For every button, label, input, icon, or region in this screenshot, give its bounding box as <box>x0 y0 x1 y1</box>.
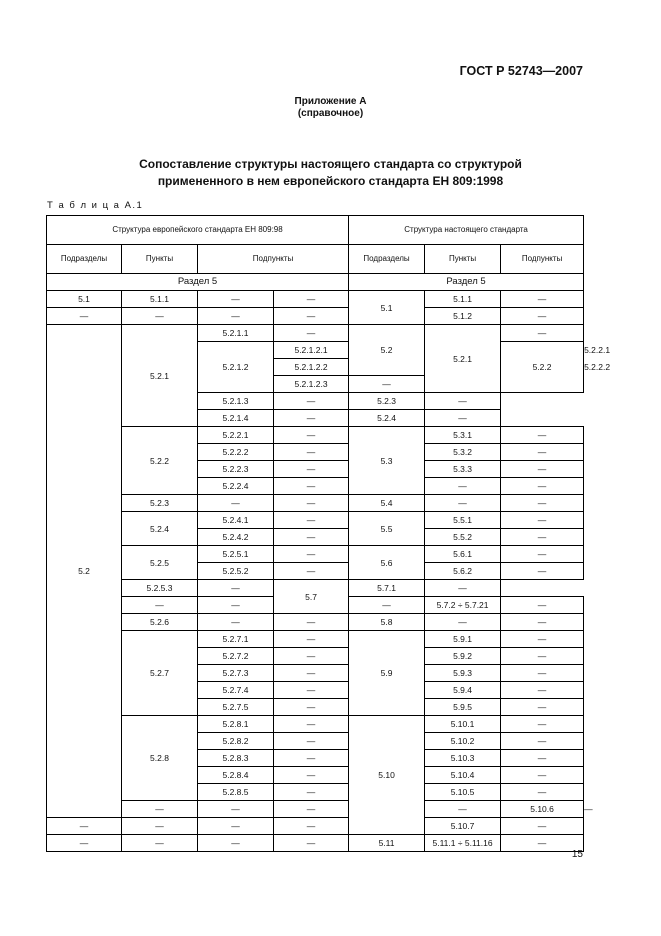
table-body <box>47 291 611 852</box>
table-cell: 5.2.2.1 <box>198 427 274 444</box>
table-cell: — <box>122 835 198 852</box>
table-cell: — <box>274 512 349 529</box>
table-cell: 5.2.1.2.3 <box>274 376 349 393</box>
table-cell: — <box>501 733 584 750</box>
table-cell: 5.10.4 <box>425 767 501 784</box>
table-cell: 5.9.2 <box>425 648 501 665</box>
table-row <box>47 546 584 563</box>
table-cell: 5.3.1 <box>425 427 501 444</box>
table-cell: 5.2.4.2 <box>198 529 274 546</box>
page-number: 15 <box>571 849 583 860</box>
table-cell: — <box>274 631 349 648</box>
table-cell: 5.2.5.3 <box>122 580 198 597</box>
table-cell: — <box>425 410 501 427</box>
table-row: 5.2.1.2 5.2.1.2.1 5.2.2 5.2.2.1 <box>47 342 584 359</box>
table-cell: 5.3 <box>349 427 425 495</box>
table-cell: — <box>274 767 349 784</box>
table-cell: 5.2.8.4 <box>198 767 274 784</box>
table-cell: — <box>274 818 349 835</box>
table-cell: 5.11.1 ÷ 5.11.16 <box>425 835 501 852</box>
table-cell: 5.9.5 <box>425 699 501 716</box>
table-row <box>47 716 584 733</box>
table-cell: 5.11 <box>349 835 425 852</box>
table-cell: 5.2.1.2.1 <box>274 342 349 359</box>
table-cell: — <box>274 665 349 682</box>
table-cell: — <box>501 750 584 767</box>
table-cell: — <box>501 325 584 342</box>
table-cell: — <box>47 308 122 325</box>
table-cell: 5.3.2 <box>425 444 501 461</box>
table-cell: 5.2.1 <box>122 325 198 427</box>
table-cell: 5.2.3 <box>122 495 198 512</box>
table-cell: — <box>501 427 584 444</box>
table-cell: 5.8 <box>349 614 425 631</box>
table-cell: — <box>274 461 349 478</box>
table-cell: 5.2.7.3 <box>198 665 274 682</box>
table-cell: 5.2.8.1 <box>198 716 274 733</box>
table-cell: — <box>274 393 349 410</box>
table-row <box>47 291 584 308</box>
table-cell: — <box>274 325 349 342</box>
table-row: 5.2.1.2.2 5.2.2.2 <box>47 359 584 376</box>
table-row <box>47 580 584 597</box>
table-cell: — <box>274 291 349 308</box>
table-cell: 5.2.1.4 <box>198 410 274 427</box>
table-cell: — <box>198 495 274 512</box>
table-cell: — <box>198 801 274 818</box>
table-cell: — <box>501 546 584 563</box>
table-cell: — <box>122 308 198 325</box>
section-label-this: Раздел 5 <box>349 274 584 291</box>
section-label-eu: Раздел 5 <box>47 274 349 291</box>
table-cell: — <box>274 716 349 733</box>
table-cell: — <box>501 495 584 512</box>
table-cell: 5.2.2 <box>122 427 198 495</box>
table-cell: — <box>425 801 501 818</box>
heading-line-1: Сопоставление структуры настоящего стандарта со структурой <box>139 157 522 171</box>
table-cell: 5.1.2 <box>425 308 501 325</box>
table-row <box>47 512 584 529</box>
table-cell: — <box>274 444 349 461</box>
table-cell: — <box>274 529 349 546</box>
table-cell: — <box>501 478 584 495</box>
table-cell: 5.10.1 <box>425 716 501 733</box>
table-cell: 5.2.2 <box>501 342 584 393</box>
table-cell: 5.2.5.1 <box>198 546 274 563</box>
table-cell: — <box>349 376 425 393</box>
table-row <box>47 818 584 835</box>
table-caption: Т а б л и ц а А.1 <box>47 200 144 211</box>
table-cell: 5.7.2 ÷ 5.7.21 <box>425 597 501 614</box>
appendix-title: Приложение А <box>294 96 367 107</box>
table-cell: 5.6.2 <box>425 563 501 580</box>
table-row <box>47 325 584 342</box>
table-cell: 5.2.1.1 <box>198 325 274 342</box>
table-cell: 5.1 <box>47 291 122 308</box>
table-cell: — <box>198 835 274 852</box>
table-cell: 5.2.7 <box>122 631 198 716</box>
table-cell: — <box>425 393 501 410</box>
table-cell: 5.2.8 <box>122 716 198 801</box>
group-header-eu: Структура европейского стандарта ЕН 809:98 <box>47 216 349 245</box>
table-cell: 5.9.3 <box>425 665 501 682</box>
table-cell: 5.2.4.1 <box>198 512 274 529</box>
table-cell: — <box>274 648 349 665</box>
column-header: Пункты <box>122 245 198 274</box>
table-cell: 5.9 <box>349 631 425 716</box>
table-cell: — <box>198 308 274 325</box>
table-cell: 5.2.4 <box>122 512 198 546</box>
table-row <box>47 835 584 852</box>
table-cell: — <box>349 597 425 614</box>
table-cell: 5.2.1.2 <box>198 342 274 393</box>
table-cell: 5.2.7.1 <box>198 631 274 648</box>
table-cell: — <box>274 699 349 716</box>
table-cell: — <box>274 546 349 563</box>
table-cell: — <box>274 308 349 325</box>
table-cell: 5.10.2 <box>425 733 501 750</box>
table-cell: — <box>274 750 349 767</box>
table-cell: — <box>274 563 349 580</box>
table-cell: 5.2.5.2 <box>198 563 274 580</box>
table-cell: — <box>47 818 122 835</box>
table-cell: — <box>274 614 349 631</box>
table-cell: — <box>501 784 584 801</box>
table-cell: — <box>501 529 584 546</box>
table-cell: 5.7.1 <box>349 580 425 597</box>
table-cell: 5.4 <box>349 495 425 512</box>
table-cell: 5.2.8.5 <box>198 784 274 801</box>
table-cell: — <box>274 495 349 512</box>
column-header: Подпункты <box>501 245 584 274</box>
table-cell: — <box>198 597 274 614</box>
table-cell: — <box>501 631 584 648</box>
table-cell: — <box>425 580 501 597</box>
table-cell: 5.2.7.2 <box>198 648 274 665</box>
table-cell: — <box>425 478 501 495</box>
table-cell: 5.2.1 <box>425 325 501 393</box>
table-cell: 5.2.1.3 <box>198 393 274 410</box>
table-cell: — <box>274 733 349 750</box>
table-cell: — <box>501 444 584 461</box>
table-cell: — <box>274 801 349 818</box>
table-cell: — <box>501 682 584 699</box>
table-row <box>47 427 584 444</box>
table-cell: 5.6 <box>349 546 425 580</box>
table-cell: 5.2.2.4 <box>198 478 274 495</box>
table-cell: — <box>501 291 584 308</box>
table-cell: — <box>501 614 584 631</box>
table-cell: — <box>198 291 274 308</box>
table-cell: 5.2.2.2 <box>198 444 274 461</box>
table-cell: — <box>501 699 584 716</box>
table-cell: — <box>501 665 584 682</box>
table-cell: — <box>274 784 349 801</box>
table-row <box>47 631 584 648</box>
table-row <box>47 308 584 325</box>
table-cell: 5.5.1 <box>425 512 501 529</box>
table-cell: — <box>122 818 198 835</box>
column-header: Подразделы <box>349 245 425 274</box>
table-column-header-row <box>47 245 584 274</box>
table-cell: — <box>274 682 349 699</box>
table-cell: — <box>198 580 274 597</box>
table-cell: — <box>47 835 122 852</box>
table-cell: — <box>198 818 274 835</box>
table-cell: 5.2.2.3 <box>198 461 274 478</box>
table-cell: 5.2.3 <box>349 393 425 410</box>
table-cell: — <box>501 597 584 614</box>
table-row <box>47 614 584 631</box>
column-header: Подпункты <box>198 245 349 274</box>
table-cell: 5.1 <box>349 291 425 325</box>
table-cell: 5.5 <box>349 512 425 546</box>
table-cell: — <box>501 461 584 478</box>
table-cell: 5.3.3 <box>425 461 501 478</box>
group-header-this: Структура настоящего стандарта <box>349 216 584 245</box>
table-cell: — <box>198 614 274 631</box>
table-cell: — <box>501 563 584 580</box>
appendix-note: (справочное) <box>297 108 364 119</box>
table-cell: — <box>274 427 349 444</box>
table-cell: 5.10.3 <box>425 750 501 767</box>
table-cell: 5.10.7 <box>425 818 501 835</box>
table-cell: 5.9.1 <box>425 631 501 648</box>
table-cell: — <box>501 716 584 733</box>
table-cell: 5.7 <box>274 580 349 614</box>
table-cell: 5.1.1 <box>122 291 198 308</box>
table-cell: — <box>501 512 584 529</box>
table-cell: 5.2.7.5 <box>198 699 274 716</box>
table-cell: — <box>501 308 584 325</box>
table-cell: — <box>425 495 501 512</box>
table-cell: — <box>274 410 349 427</box>
table-cell: 5.10.5 <box>425 784 501 801</box>
column-header: Пункты <box>425 245 501 274</box>
table-cell: 5.2.8.3 <box>198 750 274 767</box>
table-cell: 5.2.4 <box>349 410 425 427</box>
section-row <box>47 274 584 291</box>
table-cell: — <box>501 835 584 852</box>
table-cell: — <box>122 597 198 614</box>
table-cell: — <box>501 818 584 835</box>
table-cell: 5.2 <box>349 325 425 376</box>
column-header: Подразделы <box>47 245 122 274</box>
table-cell: 5.5.2 <box>425 529 501 546</box>
table-cell: 5.9.4 <box>425 682 501 699</box>
table-cell: 5.2.6 <box>122 614 198 631</box>
table-cell: — <box>122 801 198 818</box>
table-cell: 5.1.1 <box>425 291 501 308</box>
table-row: — — — — 5.10.6 — <box>47 801 584 818</box>
heading-line-2: примененного в нем европейского стандарта ЕН 809:1998 <box>157 174 504 188</box>
table-cell: 5.10.6 <box>501 801 584 818</box>
table-cell: 5.2.8.2 <box>198 733 274 750</box>
table-cell: 5.6.1 <box>425 546 501 563</box>
document-code: ГОСТ Р 52743—2007 <box>459 64 583 78</box>
table-cell: — <box>501 767 584 784</box>
table-cell: — <box>274 835 349 852</box>
table-cell: — <box>274 478 349 495</box>
table-cell: 5.2.5 <box>122 546 198 580</box>
table-cell: 5.10 <box>349 716 425 835</box>
table-cell: 5.2.7.4 <box>198 682 274 699</box>
table-cell: — <box>425 614 501 631</box>
table-cell: 5.2.1.2.2 <box>274 359 349 376</box>
table-row <box>47 495 584 512</box>
comparison-table <box>46 215 611 852</box>
table-cell: — <box>501 648 584 665</box>
table-cell: 5.2 <box>47 325 122 818</box>
table-group-header-row <box>47 216 584 245</box>
